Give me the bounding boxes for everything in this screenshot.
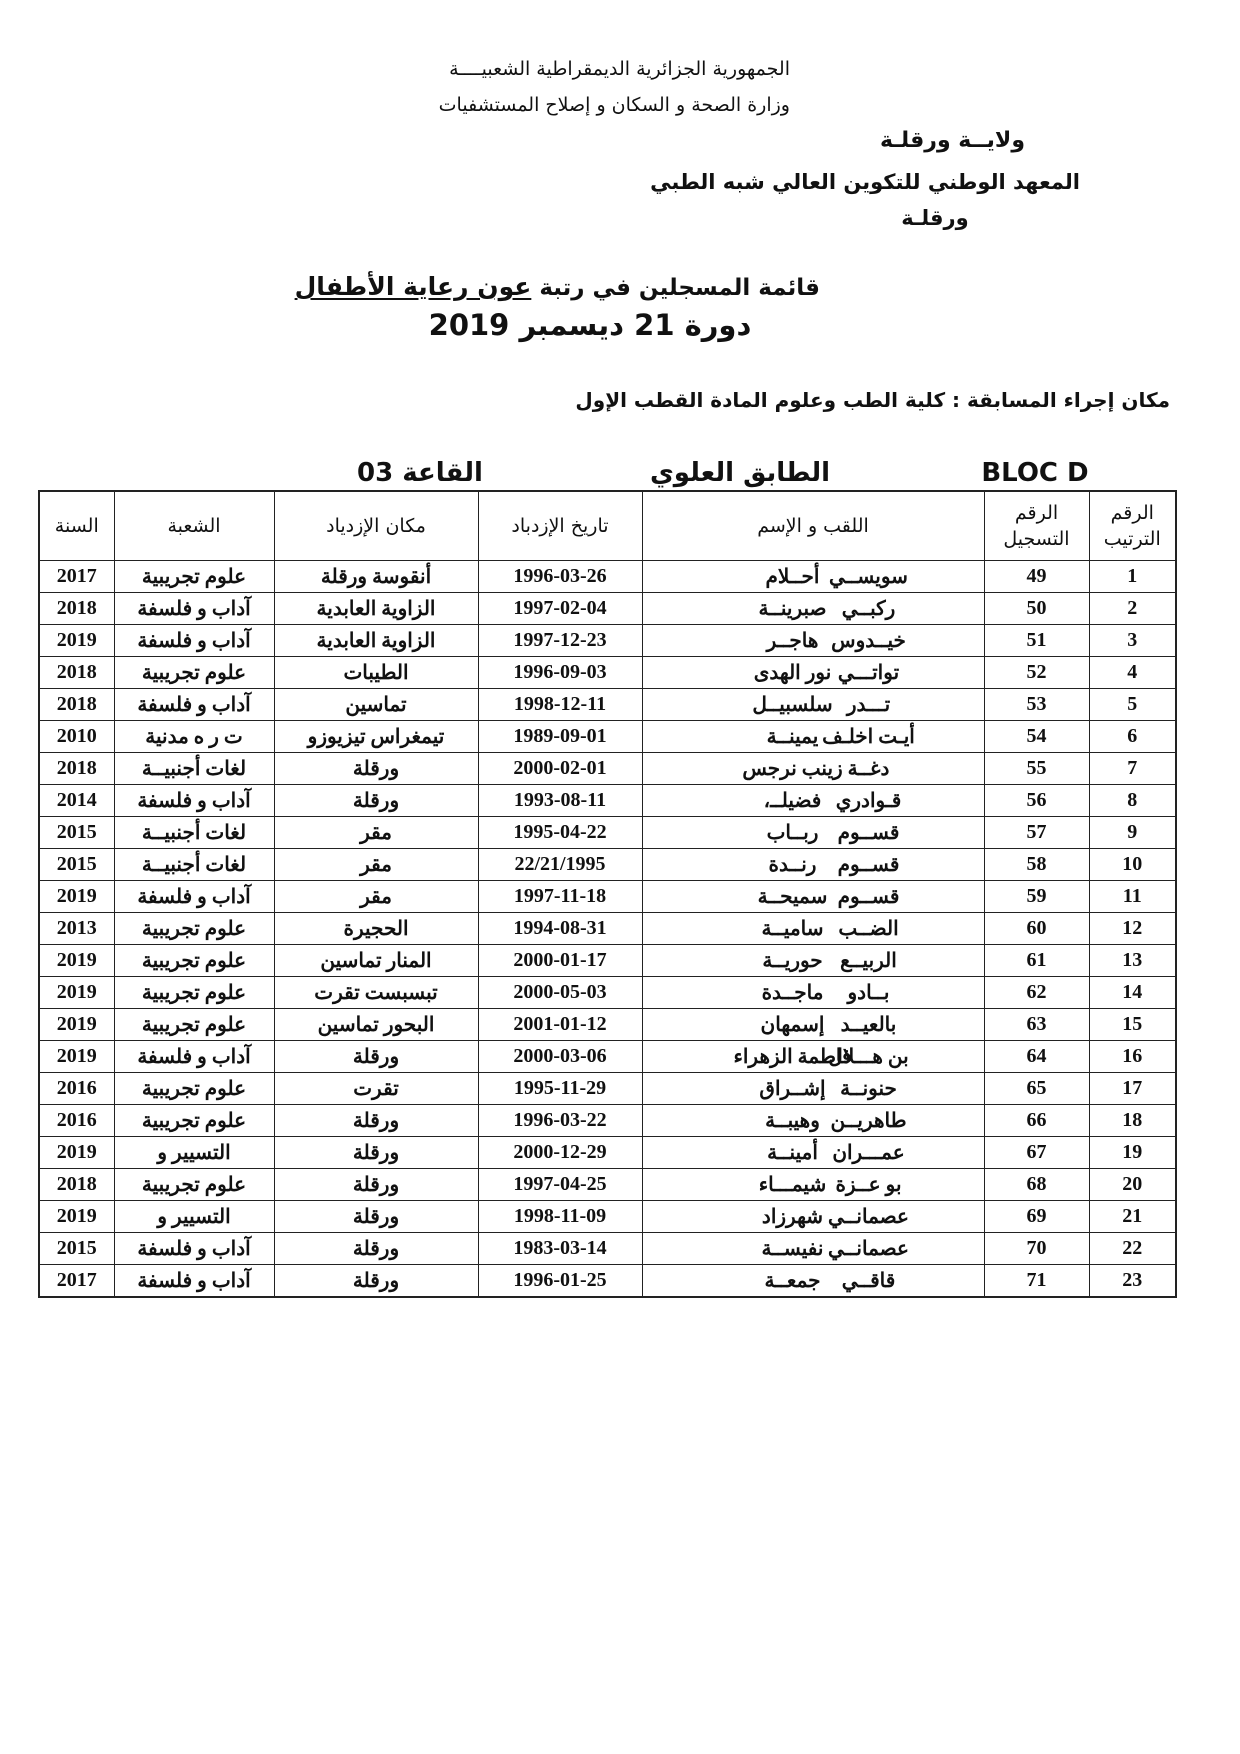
table-row xyxy=(39,881,1176,913)
birth-place-cell: الزاوية العابدية xyxy=(274,593,478,625)
rank-cell: 19 xyxy=(1089,1137,1176,1169)
registration-cell: 67 xyxy=(984,1137,1089,1169)
rank-cell: 9 xyxy=(1089,817,1176,849)
name-cell xyxy=(642,1233,984,1265)
name-cell xyxy=(642,1265,984,1298)
year-cell: 2015 xyxy=(39,817,114,849)
list-title xyxy=(294,272,820,301)
registration-cell: 51 xyxy=(984,625,1089,657)
birth-date-cell: 1997-04-25 xyxy=(478,1169,642,1201)
branch-cell: آداب و فلسفة xyxy=(114,593,274,625)
birth-date-cell: 2000-05-03 xyxy=(478,977,642,1009)
floor-label: الطابق العلوي xyxy=(649,458,831,488)
branch-cell: علوم تجريبية xyxy=(114,1073,274,1105)
birth-place-cell: الحجيرة xyxy=(274,913,478,945)
firstname: يمينــة xyxy=(766,726,819,748)
rank-cell: 12 xyxy=(1089,913,1176,945)
birth-place-cell: مقر xyxy=(274,881,478,913)
name-cell xyxy=(642,1009,984,1041)
year-cell: 2018 xyxy=(39,689,114,721)
name-cell xyxy=(642,1201,984,1233)
firstname: شيمـــاء xyxy=(758,1174,827,1196)
birth-date-cell: 1997-02-04 xyxy=(478,593,642,625)
surname: تـــدر xyxy=(846,694,891,716)
rank-cell: 13 xyxy=(1089,945,1176,977)
year-cell: 2018 xyxy=(39,1169,114,1201)
table-row xyxy=(39,657,1176,689)
table-row xyxy=(39,1233,1176,1265)
birth-date-cell: 1998-11-09 xyxy=(478,1201,642,1233)
firstname: صبرينــة xyxy=(758,598,827,620)
col-header-rank: الرقم الترتيب xyxy=(1089,491,1176,561)
institute-heading: المعهد الوطني للتكوين العالي شبه الطبي xyxy=(650,170,1080,194)
col-header-name: اللقب و الإسم xyxy=(642,491,984,561)
year-cell: 2019 xyxy=(39,1201,114,1233)
city-heading: ورقلـة xyxy=(901,206,969,230)
year-cell: 2018 xyxy=(39,593,114,625)
room-label: القاعة 03 xyxy=(357,458,483,488)
name-cell xyxy=(642,913,984,945)
surname: الضــب xyxy=(838,918,899,940)
branch-cell: علوم تجريبية xyxy=(114,1009,274,1041)
surname: بــادو xyxy=(847,982,890,1004)
registration-cell: 52 xyxy=(984,657,1089,689)
name-cell xyxy=(642,1169,984,1201)
rank-cell: 17 xyxy=(1089,1073,1176,1105)
table-row xyxy=(39,625,1176,657)
exam-location: مكان إجراء المسابقة : كلية الطب وعلوم المادة القطب الإول xyxy=(575,388,1170,412)
ministry-heading: وزارة الصحة و السكان و إصلاح المستشفيات xyxy=(438,94,790,116)
table-row xyxy=(39,1041,1176,1073)
branch-cell: علوم تجريبية xyxy=(114,977,274,1009)
republic-heading: الجمهورية الجزائرية الديمقراطية الشعبيــــة xyxy=(449,58,790,80)
birth-place-cell: تقرت xyxy=(274,1073,478,1105)
firstname: أحــلام xyxy=(765,566,820,588)
surname: طاهريــن xyxy=(830,1110,907,1132)
firstname: ماجــدة xyxy=(761,982,824,1004)
year-cell: 2016 xyxy=(39,1073,114,1105)
name-cell xyxy=(642,785,984,817)
birth-place-cell: ورقلة xyxy=(274,753,478,785)
table-row xyxy=(39,785,1176,817)
year-cell: 2017 xyxy=(39,1265,114,1298)
registration-cell: 68 xyxy=(984,1169,1089,1201)
branch-cell: آداب و فلسفة xyxy=(114,1233,274,1265)
branch-cell: آداب و فلسفة xyxy=(114,881,274,913)
name-cell xyxy=(642,561,984,593)
birth-date-cell: 2001-01-12 xyxy=(478,1009,642,1041)
birth-place-cell: المنار تماسين xyxy=(274,945,478,977)
year-cell: 2019 xyxy=(39,881,114,913)
name-cell xyxy=(642,849,984,881)
surname: خيــدوس xyxy=(831,630,906,652)
year-cell: 2019 xyxy=(39,1041,114,1073)
rank-cell: 14 xyxy=(1089,977,1176,1009)
birth-date-cell: 2000-03-06 xyxy=(478,1041,642,1073)
birth-date-cell: 1996-03-26 xyxy=(478,561,642,593)
birth-date-cell: 1997-11-18 xyxy=(478,881,642,913)
birth-place-cell: الزاوية العابدية xyxy=(274,625,478,657)
birth-date-cell: 1997-12-23 xyxy=(478,625,642,657)
birth-date-cell: 1998-12-11 xyxy=(478,689,642,721)
birth-date-cell: 2000-02-01 xyxy=(478,753,642,785)
firstname: وهيبــة xyxy=(765,1110,820,1132)
birth-date-cell: 1993-08-11 xyxy=(478,785,642,817)
table-row xyxy=(39,721,1176,753)
table-header-row xyxy=(39,491,1176,561)
registration-cell: 64 xyxy=(984,1041,1089,1073)
surname: الربيــع xyxy=(840,950,897,972)
birth-date-cell: 1989-09-01 xyxy=(478,721,642,753)
year-cell: 2010 xyxy=(39,721,114,753)
table-row xyxy=(39,561,1176,593)
table-row xyxy=(39,977,1176,1009)
rank-cell: 6 xyxy=(1089,721,1176,753)
branch-cell: علوم تجريبية xyxy=(114,1169,274,1201)
year-cell: 2015 xyxy=(39,849,114,881)
rank-cell: 10 xyxy=(1089,849,1176,881)
registration-cell: 53 xyxy=(984,689,1089,721)
surname: قســوم xyxy=(837,822,900,844)
registration-cell: 55 xyxy=(984,753,1089,785)
firstname: حوريــة xyxy=(762,950,823,972)
name-cell xyxy=(642,1105,984,1137)
year-cell: 2019 xyxy=(39,977,114,1009)
table-row xyxy=(39,1169,1176,1201)
birth-date-cell: 2000-12-29 xyxy=(478,1137,642,1169)
col-header-year: السنة xyxy=(39,491,114,561)
registration-cell: 70 xyxy=(984,1233,1089,1265)
birth-place-cell: تيمغراس تيزيوزو xyxy=(274,721,478,753)
registration-cell: 65 xyxy=(984,1073,1089,1105)
name-cell xyxy=(642,1137,984,1169)
birth-place-cell: مقر xyxy=(274,817,478,849)
firstname: إسمهان xyxy=(760,1014,825,1036)
firstname: ربــاب xyxy=(766,822,819,844)
birth-place-cell: ورقلة xyxy=(274,1137,478,1169)
surname: تواتـــي xyxy=(837,662,900,684)
branch-cell: التسيير و xyxy=(114,1201,274,1233)
surname: قســوم xyxy=(837,854,900,876)
birth-date-cell: 1994-08-31 xyxy=(478,913,642,945)
table-row xyxy=(39,817,1176,849)
rank-cell: 20 xyxy=(1089,1169,1176,1201)
firstname: زينب نرجس xyxy=(742,758,843,780)
list-title-prefix: قائمة المسجلين في رتبة xyxy=(531,275,820,301)
surname: بو عــزة xyxy=(835,1174,902,1196)
registration-cell: 69 xyxy=(984,1201,1089,1233)
birth-date-cell: 1995-11-29 xyxy=(478,1073,642,1105)
year-cell: 2019 xyxy=(39,625,114,657)
firstname: رنــدة xyxy=(768,854,817,876)
birth-date-cell: 1996-09-03 xyxy=(478,657,642,689)
registration-cell: 58 xyxy=(984,849,1089,881)
rank-cell: 8 xyxy=(1089,785,1176,817)
surname: ركبــي xyxy=(841,598,896,620)
year-cell: 2019 xyxy=(39,1137,114,1169)
branch-cell: آداب و فلسفة xyxy=(114,785,274,817)
surname: عصمانــي xyxy=(828,1238,909,1260)
birth-place-cell: ورقلة xyxy=(274,1233,478,1265)
name-cell xyxy=(642,817,984,849)
col-header-branch: الشعبة xyxy=(114,491,274,561)
table-row xyxy=(39,1265,1176,1298)
registration-cell: 59 xyxy=(984,881,1089,913)
registration-cell: 54 xyxy=(984,721,1089,753)
registration-cell: 62 xyxy=(984,977,1089,1009)
year-cell: 2018 xyxy=(39,657,114,689)
birth-place-cell: ورقلة xyxy=(274,1265,478,1298)
year-cell: 2019 xyxy=(39,1009,114,1041)
branch-cell: ت ر ه مدنية xyxy=(114,721,274,753)
table-row xyxy=(39,945,1176,977)
registration-cell: 49 xyxy=(984,561,1089,593)
table-row xyxy=(39,753,1176,785)
birth-date-cell: 1996-03-22 xyxy=(478,1105,642,1137)
table-row xyxy=(39,849,1176,881)
rank-cell: 23 xyxy=(1089,1265,1176,1298)
branch-cell: علوم تجريبية xyxy=(114,561,274,593)
branch-cell: علوم تجريبية xyxy=(114,1105,274,1137)
table-row xyxy=(39,913,1176,945)
rank-cell: 7 xyxy=(1089,753,1176,785)
table-row xyxy=(39,689,1176,721)
surname: حنونــة xyxy=(840,1078,897,1100)
rank-cell: 15 xyxy=(1089,1009,1176,1041)
registration-cell: 61 xyxy=(984,945,1089,977)
birth-place-cell: تبسبست تقرت xyxy=(274,977,478,1009)
firstname: إشــراق xyxy=(759,1078,826,1100)
name-cell xyxy=(642,753,984,785)
rank-cell: 11 xyxy=(1089,881,1176,913)
branch-cell: آداب و فلسفة xyxy=(114,1041,274,1073)
birth-date-cell: 2000-01-17 xyxy=(478,945,642,977)
branch-cell: لغات أجنبيــة xyxy=(114,753,274,785)
branch-cell: التسيير و xyxy=(114,1137,274,1169)
col-header-registration: الرقم التسجيل xyxy=(984,491,1089,561)
registration-cell: 66 xyxy=(984,1105,1089,1137)
branch-cell: آداب و فلسفة xyxy=(114,1265,274,1298)
registration-cell: 60 xyxy=(984,913,1089,945)
col-header-birth-place: مكان الإزدياد xyxy=(274,491,478,561)
birth-place-cell: البحور تماسين xyxy=(274,1009,478,1041)
branch-cell: علوم تجريبية xyxy=(114,945,274,977)
registration-cell: 71 xyxy=(984,1265,1089,1298)
surname: قســوم xyxy=(837,886,900,908)
firstname: جمعــة xyxy=(764,1270,821,1292)
year-cell: 2019 xyxy=(39,945,114,977)
firstname: شهرزاد xyxy=(761,1206,824,1228)
year-cell: 2018 xyxy=(39,753,114,785)
rank-cell: 4 xyxy=(1089,657,1176,689)
surname: قاقــي xyxy=(841,1270,896,1292)
firstname: سميحــة xyxy=(757,886,828,908)
surname: عمـــران xyxy=(832,1142,905,1164)
firstname: فاطمة الزهراء xyxy=(733,1046,852,1068)
branch-cell: آداب و فلسفة xyxy=(114,625,274,657)
firstname: هاجــر xyxy=(766,630,819,652)
session-title: دورة 21 ديسمبر 2019 xyxy=(428,308,752,342)
job-rank: عون رعاية الأطفال xyxy=(294,272,532,301)
wilaya-heading: ولايــة ورقلـة xyxy=(880,128,1025,153)
year-cell: 2015 xyxy=(39,1233,114,1265)
name-cell xyxy=(642,1073,984,1105)
table-row xyxy=(39,1137,1176,1169)
table-row xyxy=(39,1009,1176,1041)
birth-place-cell: أنقوسة ورقلة xyxy=(274,561,478,593)
surname: سويســي xyxy=(829,566,908,588)
rank-cell: 21 xyxy=(1089,1201,1176,1233)
firstname: نور الهدى xyxy=(753,662,832,684)
birth-place-cell: ورقلة xyxy=(274,1041,478,1073)
name-cell xyxy=(642,593,984,625)
branch-cell: علوم تجريبية xyxy=(114,657,274,689)
birth-place-cell: الطيبات xyxy=(274,657,478,689)
year-cell: 2014 xyxy=(39,785,114,817)
birth-date-cell: 1983-03-14 xyxy=(478,1233,642,1265)
registration-cell: 50 xyxy=(984,593,1089,625)
year-cell: 2017 xyxy=(39,561,114,593)
table-row xyxy=(39,1201,1176,1233)
name-cell xyxy=(642,721,984,753)
name-cell xyxy=(642,881,984,913)
birth-place-cell: ورقلة xyxy=(274,1201,478,1233)
rank-cell: 16 xyxy=(1089,1041,1176,1073)
surname: بالعيــد xyxy=(840,1014,897,1036)
year-cell: 2016 xyxy=(39,1105,114,1137)
birth-date-cell: 1996-01-25 xyxy=(478,1265,642,1298)
name-cell xyxy=(642,945,984,977)
birth-place-cell: ورقلة xyxy=(274,1169,478,1201)
table-row xyxy=(39,1073,1176,1105)
table-row xyxy=(39,1105,1176,1137)
birth-place-cell: ورقلة xyxy=(274,1105,478,1137)
firstname: فضيلــ، xyxy=(763,790,822,812)
birth-date-cell: 22/21/1995 xyxy=(478,849,642,881)
firstname: نفيســة xyxy=(761,1238,824,1260)
table-row xyxy=(39,593,1176,625)
name-cell xyxy=(642,689,984,721)
rank-cell: 3 xyxy=(1089,625,1176,657)
birth-place-cell: ورقلة xyxy=(274,785,478,817)
name-cell xyxy=(642,657,984,689)
surname: قـوادري xyxy=(835,790,902,812)
rank-cell: 5 xyxy=(1089,689,1176,721)
birth-date-cell: 1995-04-22 xyxy=(478,817,642,849)
registration-cell: 56 xyxy=(984,785,1089,817)
firstname: ساميــة xyxy=(761,918,824,940)
col-header-birth-date: تاريخ الإزدباد xyxy=(478,491,642,561)
surname: دغــة xyxy=(847,758,890,780)
bloc-label: BLOC D xyxy=(981,458,1089,488)
rank-cell: 1 xyxy=(1089,561,1176,593)
rank-cell: 22 xyxy=(1089,1233,1176,1265)
registration-cell: 63 xyxy=(984,1009,1089,1041)
firstname: أمينــة xyxy=(767,1142,818,1164)
surname: عصمانــي xyxy=(828,1206,909,1228)
surname: أيـت اخلـف xyxy=(822,726,915,748)
birth-place-cell: تماسين xyxy=(274,689,478,721)
rank-cell: 18 xyxy=(1089,1105,1176,1137)
firstname: سلسبيــل xyxy=(752,694,833,716)
branch-cell: لغات أجنبيــة xyxy=(114,817,274,849)
branch-cell: آداب و فلسفة xyxy=(114,689,274,721)
name-cell xyxy=(642,977,984,1009)
candidates-table xyxy=(38,490,1177,1298)
surname: بن هـــلال xyxy=(828,1046,909,1068)
branch-cell: علوم تجريبية xyxy=(114,913,274,945)
rank-cell: 2 xyxy=(1089,593,1176,625)
name-cell xyxy=(642,1041,984,1073)
birth-place-cell: مقر xyxy=(274,849,478,881)
branch-cell: لغات أجنبيــة xyxy=(114,849,274,881)
year-cell: 2013 xyxy=(39,913,114,945)
name-cell xyxy=(642,625,984,657)
registration-cell: 57 xyxy=(984,817,1089,849)
